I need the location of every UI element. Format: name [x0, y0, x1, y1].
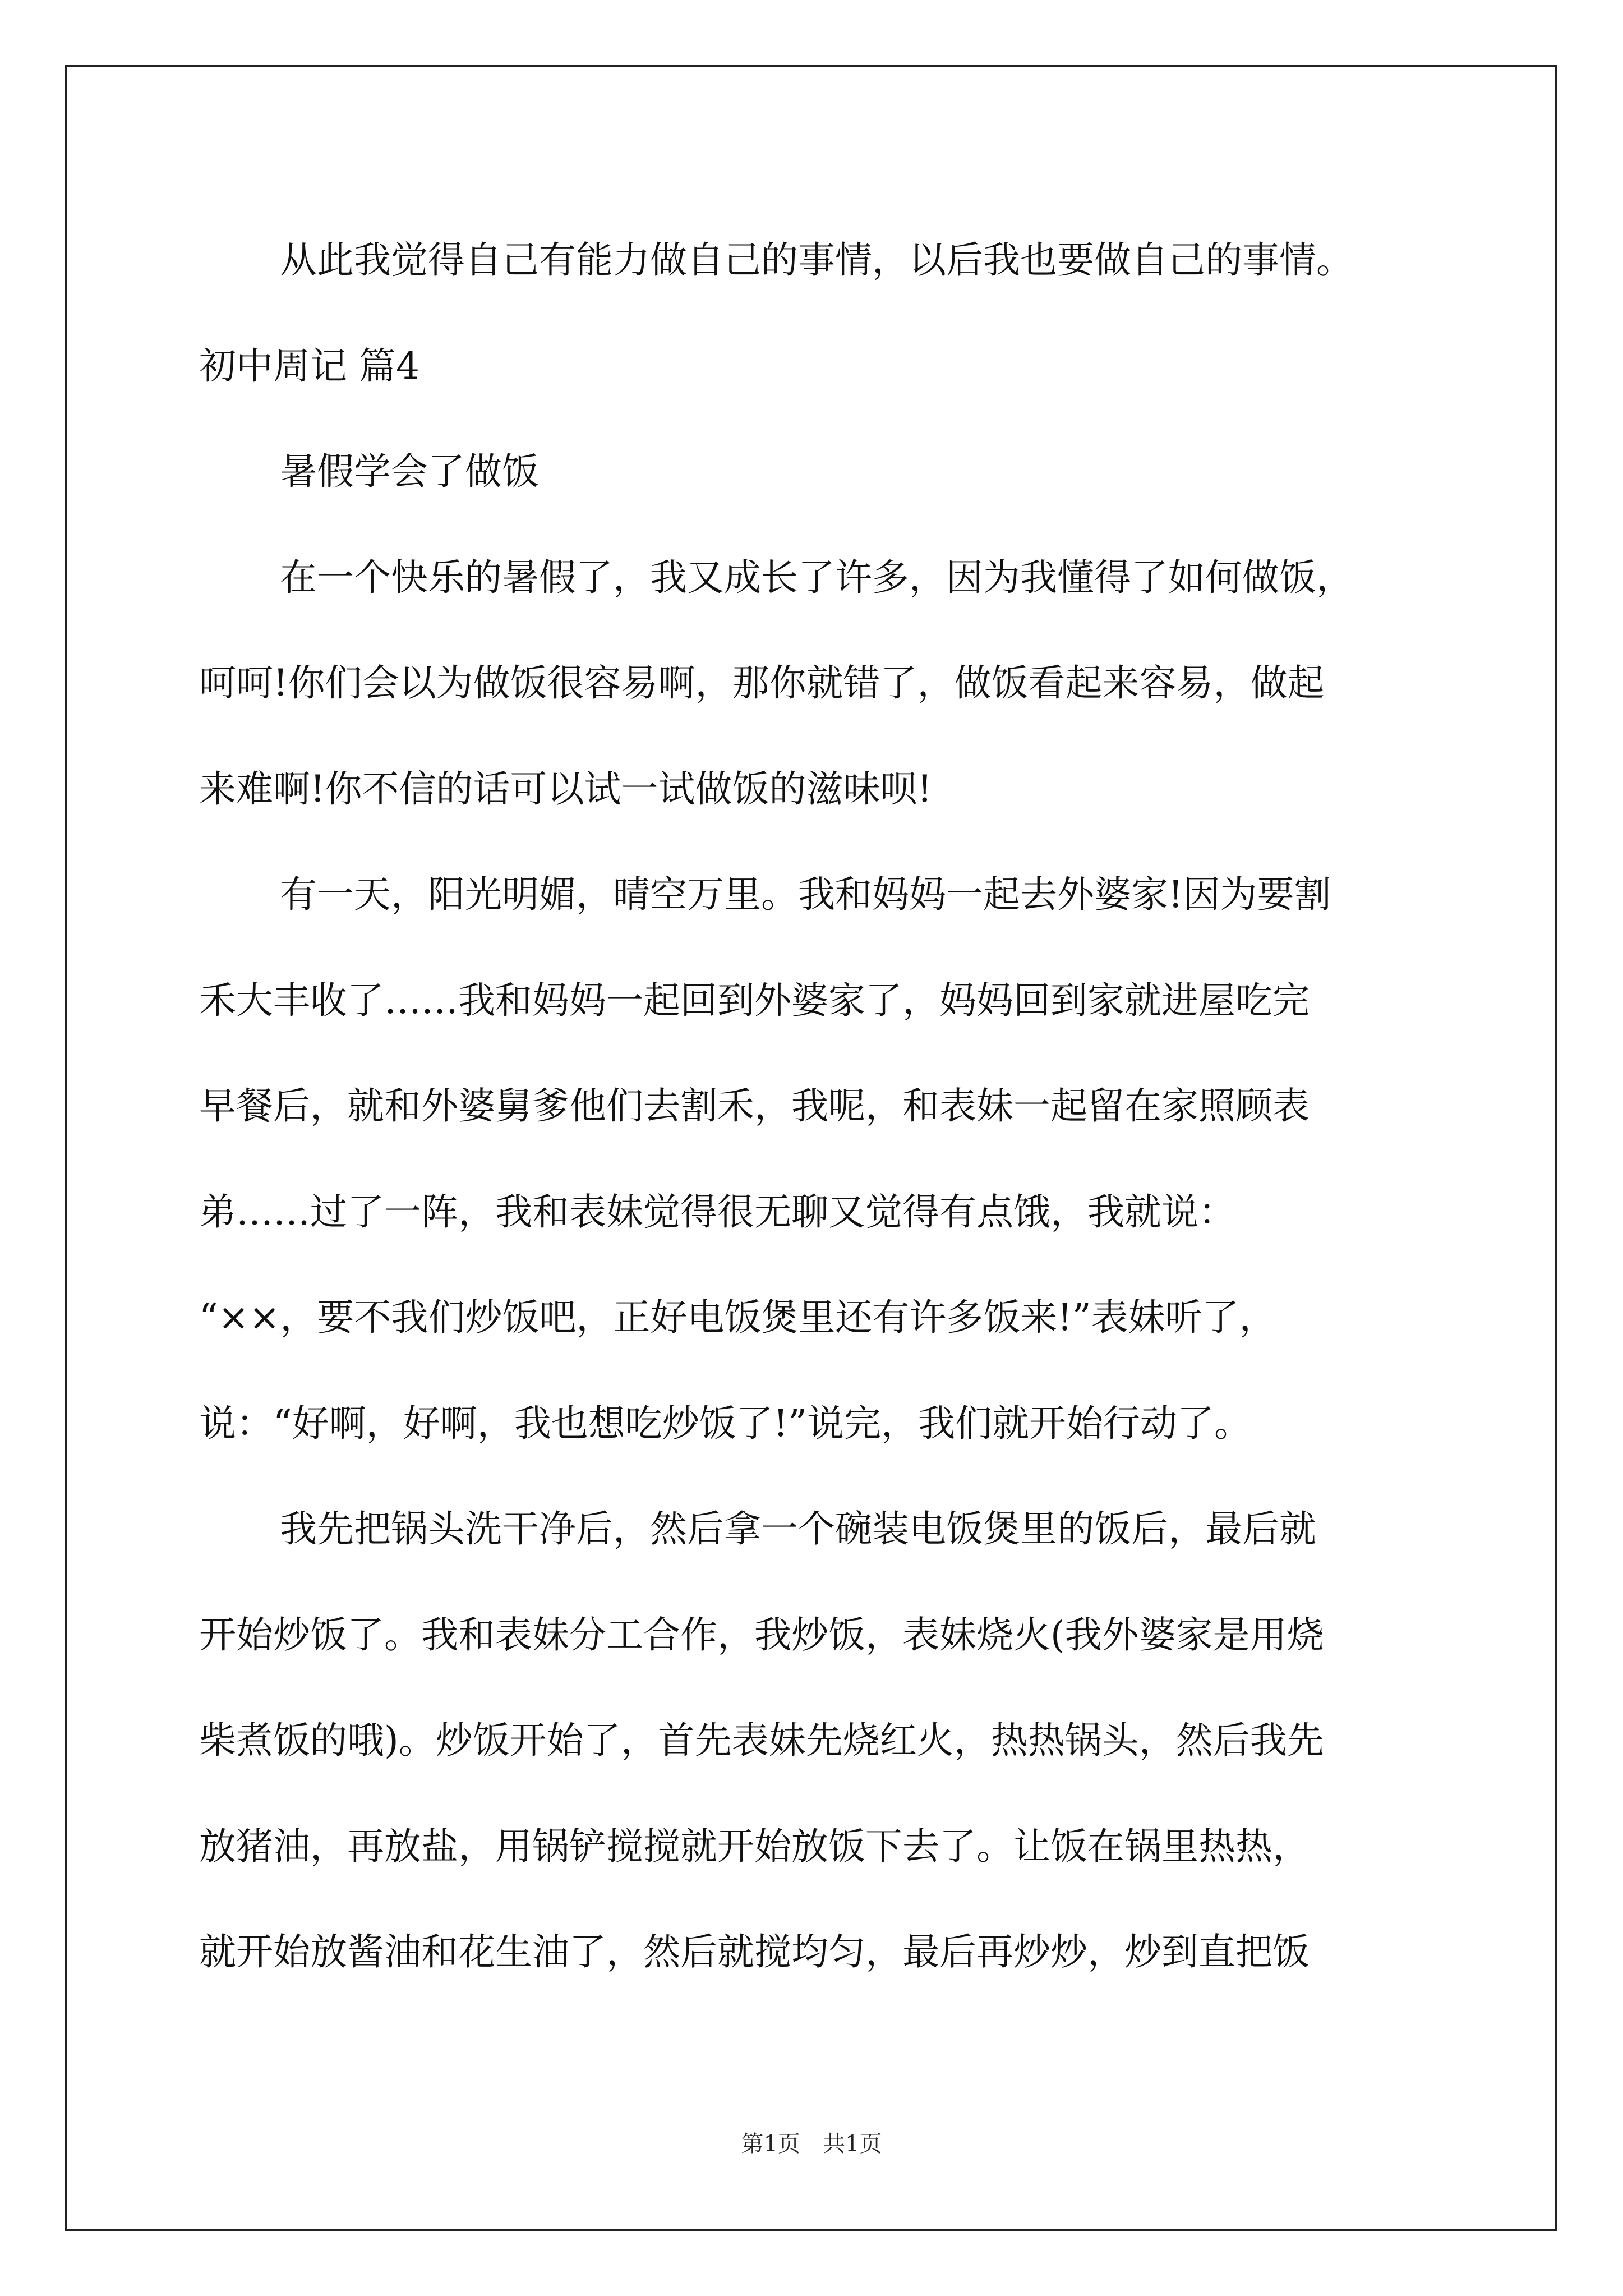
- paragraph-line: 来难啊!你不信的话可以试一试做饭的滋味呗!: [199, 767, 933, 811]
- paragraph-line: “××，要不我们炒饭吧，正好电饭煲里还有许多饭来!”表妹听了，: [199, 1296, 1276, 1339]
- paragraph-line: 从此我觉得自己有能力做自己的事情，以后我也要做自己的事情。: [280, 238, 1353, 282]
- document-body: [199, 208, 1438, 2005]
- section-heading: 初中周记 篇4: [199, 344, 419, 388]
- article-title: 暑假学会了做饭: [280, 450, 539, 493]
- paragraph-line: 呵呵!你们会以为做饭很容易啊，那你就错了，做饭看起来容易，做起: [199, 661, 1325, 705]
- paragraph-line: 有一天，阳光明媚，晴空万里。我和妈妈一起去外婆家!因为要割: [280, 873, 1331, 916]
- paragraph-line: 开始炒饭了。我和表妹分工合作，我炒饭，表妹烧火(我外婆家是用烧: [199, 1613, 1324, 1657]
- page-footer: 第1页 共1页: [741, 2131, 882, 2157]
- paragraph-line: 说：“好啊，好啊，我也想吃炒饭了!”说完，我们就开始行动了。: [199, 1401, 1252, 1445]
- paragraph-line: 我先把锅头洗干净后，然后拿一个碗装电饭煲里的饭后，最后就: [280, 1507, 1316, 1550]
- paragraph-line: 禾大丰收了……我和妈妈一起回到外婆家了，妈妈回到家就进屋吃完: [199, 978, 1310, 1022]
- paragraph-line: 早餐后，就和外婆舅爹他们去割禾，我呢，和表妹一起留在家照顾表: [199, 1084, 1310, 1128]
- paragraph-line: 在一个快乐的暑假了，我又成长了许多，因为我懂得了如何做饭，: [280, 555, 1353, 599]
- paragraph-line: 放猪油，再放盐，用锅铲搅搅就开始放饭下去了。让饭在锅里热热，: [199, 1824, 1310, 1868]
- paragraph-line: 就开始放酱油和花生油了，然后就搅均匀，最后再炒炒，炒到直把饭: [199, 1930, 1310, 1973]
- paragraph-line: 弟……过了一阵，我和表妹觉得很无聊又觉得有点饿，我就说：: [199, 1190, 1235, 1234]
- paragraph-line: 柴煮饭的哦)。炒饭开始了，首先表妹先烧红火，热热锅头，然后我先: [199, 1719, 1324, 1762]
